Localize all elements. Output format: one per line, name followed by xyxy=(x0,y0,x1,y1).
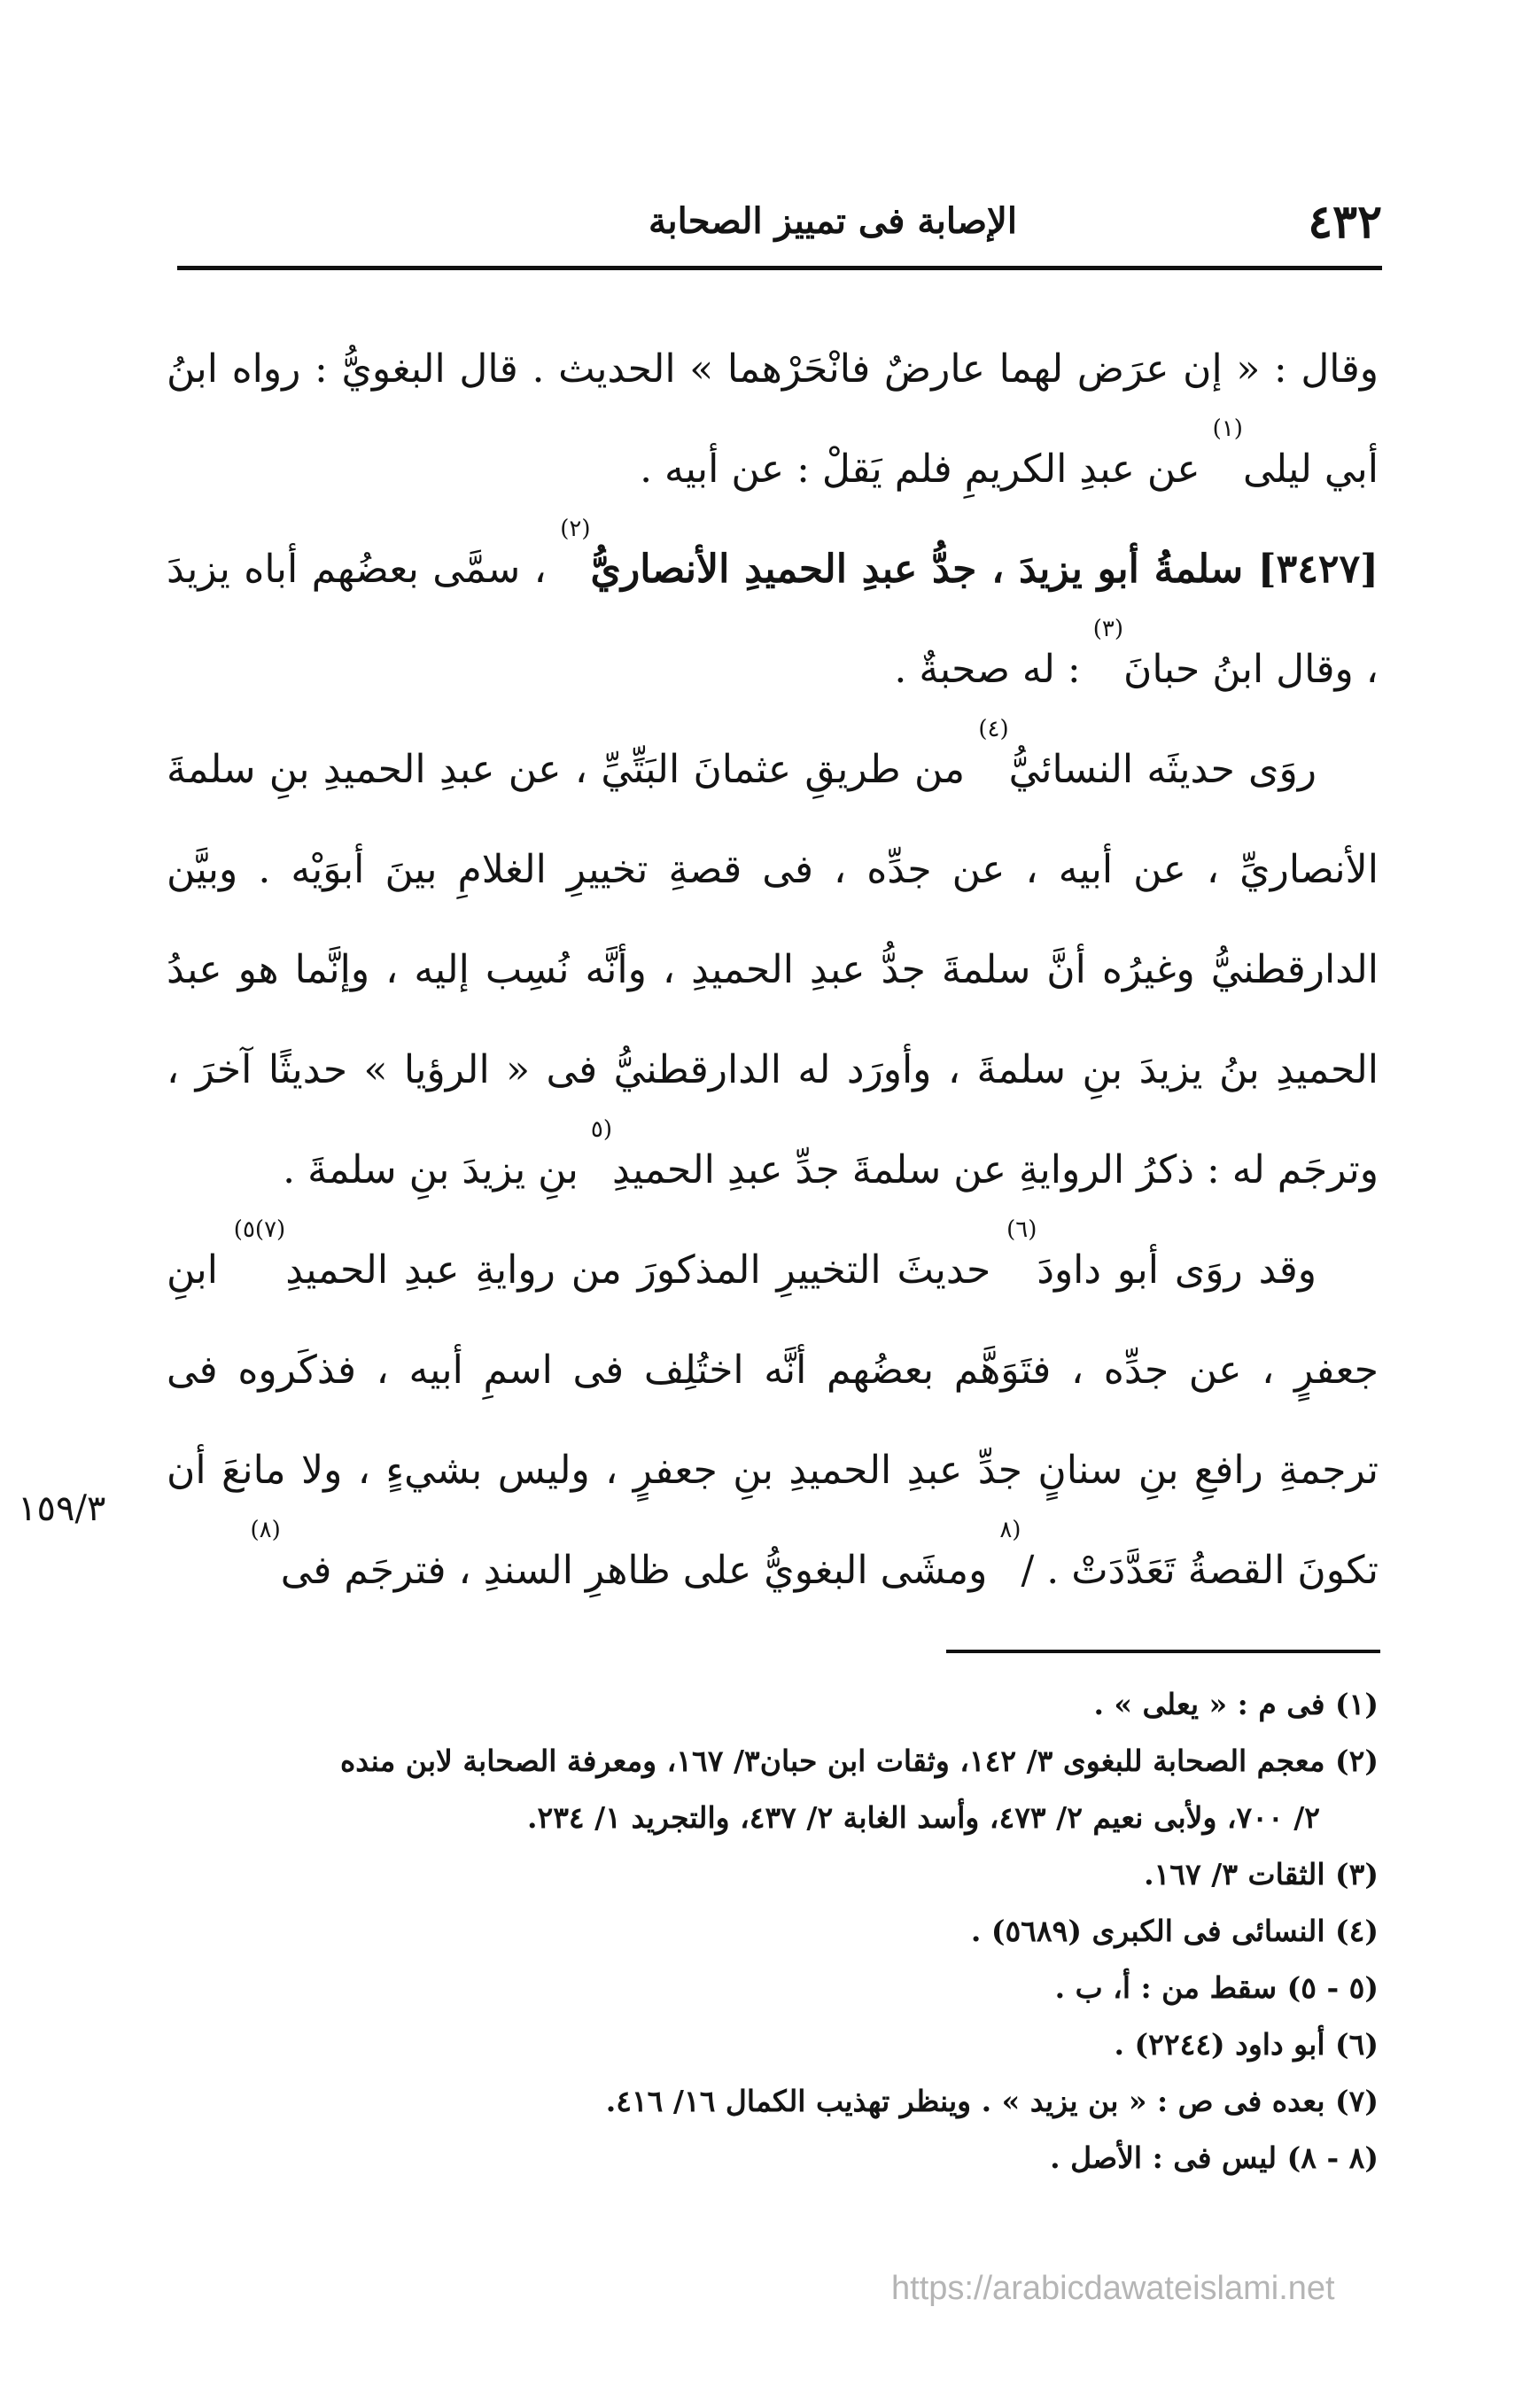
footnote-ref-2: (٢) xyxy=(560,516,591,542)
footnotes xyxy=(174,1676,1379,2187)
footnote-ref-3: (٣) xyxy=(1092,616,1124,642)
footnote-1: (١) فى م : « يعلى » . xyxy=(1093,1687,1379,1721)
paragraph-3: وقد روَى أبو داودَ$^{(٦)}$ حديثَ التخييرِ المذكورَ من روايةِ عبدِ الحميدِ$^{(٧)٥)}$ ابنِ جعفرٍ ، عن جدِّه ، فتَوَهَّم بعضُهم أنَّه اختُلِف فى اسمِ أبيه ، فذكَروه فى ترجمةِ رافعِ بنِ سنانٍ جدِّ عبدِ الحميدِ بنِ جعفرٍ ، وليس بشيءٍ ، ولا مانعَ أن تكونَ القصةُ تَعَدَّدَتْ . /$^{(٨}$ ومشَى البغويُّ على ظاهرِ السندِ ، فترجَم فى$^{(٨)}$ xyxy=(167,1216,1379,1593)
entry-3427: [٣٤٢٧] سلمةُ أبو يزيدَ ، جدُّ عبدِ الحميدِ الأنصاريُّ$^{(٢)}$ ، سمَّى بعضُهم أباه يزيدَ ، وقال ابنُ حبانَ$^{(٣)}$ : له صحبةٌ . xyxy=(167,516,1379,692)
footnote-ref-7: (٧)٥) xyxy=(233,1216,286,1243)
page-number: ٤٣٢ xyxy=(1308,195,1382,249)
running-header xyxy=(177,193,1382,255)
footnote-rule xyxy=(946,1650,1380,1653)
entry-number: [٣٤٢٧ xyxy=(1276,547,1379,592)
running-title: الإصابة فى تمييز الصحابة xyxy=(649,200,1017,242)
footnote-6: (٦) أبو داود (٢٢٤٤) . xyxy=(1114,2027,1379,2062)
paragraph-2: روَى حديثَه النسائيُّ$^{(٤)}$ من طريقِ عثمانَ البَتِّيِّ ، عن عبدِ الحميدِ بنِ سلمةَ الأنصاريِّ ، عن أبيه ، عن جدِّه ، فى قصةِ تخييرِ الغلامِ بينَ أبوَيْه . وبيَّن الدارقطنيُّ وغيرُه أنَّ سلمةَ جدُّ عبدِ الحميدِ ، وأنَّه نُسِب إليه ، وإنَّما هو عبدُ الحميدِ بنُ يزيدَ بنِ سلمةَ ، وأورَد له الدارقطنيُّ فى « الرؤيا » حديثًا آخرَ ، وترجَم له : ذكرُ الروايةِ عن سلمةَ جدِّ عبدِ الحميدِ$^{(٥}$ بنِ يزيدَ بنِ سلمةَ . xyxy=(167,716,1379,1192)
footnote-3: (٣) الثقات ٣/ ١٦٧. xyxy=(1144,1857,1379,1891)
footnote-2: (٢) معجم الصحابة للبغوى ٣/ ١٤٢، وثقات ابن حبان٣/ ١٦٧، ومعرفة الصحابة لابن منده xyxy=(340,1744,1379,1778)
footnote-ref-8-open: (٨ xyxy=(999,1517,1021,1543)
footnote-ref-6: (٦) xyxy=(1006,1216,1037,1243)
footnote-ref-5: (٥ xyxy=(590,1116,613,1143)
footnote-ref-4: (٤) xyxy=(978,716,1009,742)
entry-name: ] سلمةُ أبو يزيدَ ، جدُّ عبدِ الحميدِ الأنصاريُّ xyxy=(590,547,1277,592)
footnote-4: (٤) النسائى فى الكبرى (٥٦٨٩) . xyxy=(970,1914,1379,1948)
footnote-2-continued: ٢/ ٧٠٠، ولأبى نعيم ٢/ ٤٧٣، وأسد الغابة ٢/ ٤٣٧، والتجريد ١/ ٢٣٤. xyxy=(526,1800,1320,1835)
footnote-7: (٧) بعده فى ص : « بن يزيد » . وينظر تهذيب الكمال ١٦/ ٤١٦. xyxy=(605,2084,1379,2118)
main-text xyxy=(167,319,1379,1620)
paragraph-1: وقال : « إن عرَض لهما عارضٌ فانْحَرْهما » الحديث . قال البغويُّ : رواه ابنُ أبي ليلى$^{(١)}$ عن عبدِ الكريمِ فلم يَقلْ : عن أبيه . xyxy=(167,346,1379,492)
header-rule xyxy=(177,266,1382,270)
footnote-ref-8-close: (٨) xyxy=(250,1517,281,1543)
footnote-5: (٥ - ٥) سقط من : أ، ب . xyxy=(1054,1970,1379,2005)
footnote-ref-1: (١) xyxy=(1212,416,1243,442)
footnote-8: (٨ - ٨) ليس فى : الأصل . xyxy=(1050,2140,1379,2175)
watermark-url: https://arabicdawateislami.net xyxy=(891,2270,1335,2307)
margin-page-reference: ١٥٩/٣ xyxy=(18,1488,106,1529)
